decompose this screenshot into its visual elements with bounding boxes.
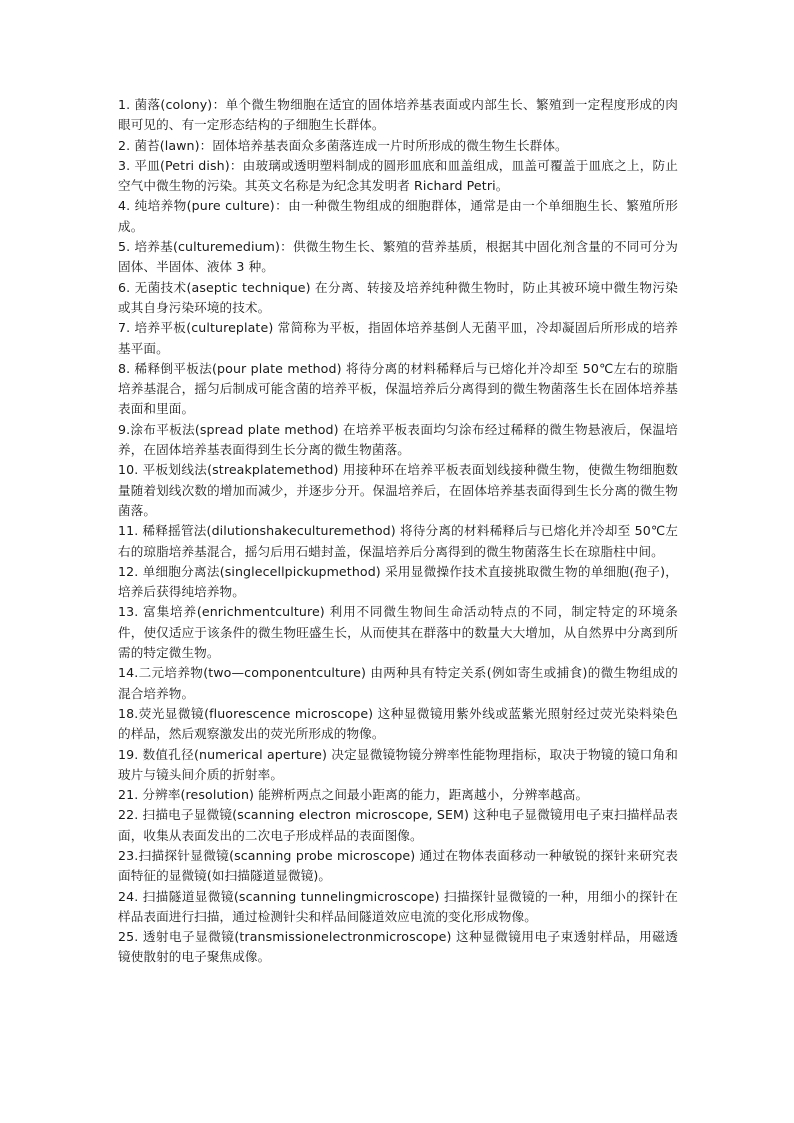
glossary-entry-19: 19. 数值孔径(numerical aperture) 决定显微镜物镜分辨率性能物理指标，取决于物镜的镜口角和玻片与镜头间介质的折射率。 <box>118 746 678 782</box>
glossary-entry-12: 12. 单细胞分离法(singlecellpickupmethod) 采用显微操作技术直接挑取微生物的单细胞(孢子)，培养后获得纯培养物。 <box>118 563 678 600</box>
glossary-entry-10: 10. 平板划线法(streakplatemethod) 用接种环在培养平板表面划线接种微生物，使微生物细胞数量随着划线次数的增加而减少，并逐步分开。保温培养后，在固体培养基表面得到生长分离的微生物菌落。 <box>118 462 678 518</box>
glossary-entry-7: 7. 培养平板(cultureplate) 常简称为平板，指固体培养基倒人无菌平皿，冷却凝固后所形成的培养基平面。 <box>118 320 678 356</box>
glossary-entry-18: 18.荧光显微镜(fluorescence microscope) 这种显微镜用紫外线或蓝紫光照射经过荧光染料染色的样品，然后观察激发出的荧光所形成的物像。 <box>118 705 678 742</box>
glossary-entry-3: 3. 平皿(Petri dish)：由玻璃或透明塑料制成的圆形皿底和皿盖组成，皿盖可覆盖于皿底之上，防止空气中微生物的污染。其英文名称是为纪念其发明者 Richard Petri。 <box>118 157 678 194</box>
glossary-entry-2: 2. 菌苔(lawn)：固体培养基表面众多菌落连成一片时所形成的微生物生长群体。 <box>118 137 568 153</box>
glossary-entry-8: 8. 稀释倒平板法(pour plate method) 将待分离的材料稀释后与已熔化并冷却至 50℃左右的琼脂培养基混合，摇匀后制成可能含菌的培养平板，保温培养后分离得到的微生物菌落生长在固体培养基表面和里面。 <box>118 360 678 417</box>
glossary-entry-24: 24. 扫描隧道显微镜(scanning tunnelingmicroscope) 扫描探针显微镜的一种，用细小的探针在样品表面进行扫描，通过检测针尖和样品间隧道效应电流的变化形成物像。 <box>118 888 678 924</box>
glossary-entry-1: 1. 菌落(colony)：单个微生物细胞在适宜的固体培养基表面或内部生长、繁殖到一定程度形成的肉眼可见的、有一定形态结构的子细胞生长群体。 <box>118 97 678 133</box>
glossary-entry-23: 23.扫描探针显微镜(scanning probe microscope) 通过在物体表面移动一种敏锐的探针来研究表面特征的显微镜(如扫描隧道显微镜)。 <box>118 847 678 884</box>
glossary-entry-25: 25. 透射电子显微镜(transmissionelectronmicroscope) 这种显微镜用电子束透射样品，用磁透镜使散射的电子聚焦成像。 <box>118 929 678 965</box>
glossary-entry-21: 21. 分辨率(resolution) 能辨析两点之间最小距离的能力，距离越小，分辨率越高。 <box>118 787 589 803</box>
glossary-entry-4: 4. 纯培养物(pure culture)：由一种微生物组成的细胞群体，通常是由一个单细胞生长、繁殖所形成。 <box>118 198 678 234</box>
glossary-entry-6: 6. 无菌技术(aseptic technique) 在分离、转接及培养纯种微生物时，防止其被环境中微生物污染或其自身污染环境的技术。 <box>118 279 678 315</box>
glossary-entry-5: 5. 培养基(culturemedium)：供微生物生长、繁殖的营养基质，根据其中固化剂含量的不同可分为固体、半固体、液体 3 种。 <box>118 239 678 275</box>
glossary-entry-9: 9.涂布平板法(spread plate method) 在培养平板表面均匀涂布经过稀释的微生物悬液后，保温培养，在固体培养基表面得到生长分离的微生物菌落。 <box>118 421 678 458</box>
glossary-body <box>118 95 678 968</box>
glossary-entry-11: 11. 稀释摇管法(dilutionshakeculturemethod) 将待分离的材料稀释后与已熔化并冷却至 50℃左右的琼脂培养基混合，摇匀后用石蜡封盖，保温培养后分离得到的微生物菌落生长在琼脂柱中间。 <box>118 523 678 559</box>
glossary-entry-14: 14.二元培养物(two—componentculture) 由两种具有特定关系(例如寄生或捕食)的微生物组成的混合培养物。 <box>118 665 678 701</box>
glossary-entry-22: 22. 扫描电子显微镜(scanning electron microscope, SEM) 这种电子显微镜用电子束扫描样品表面，收集从表面发出的二次电子形成样品的表面图像。 <box>118 807 678 843</box>
glossary-entry-13: 13. 富集培养(enrichmentculture) 利用不同微生物间生命活动特点的不同，制定特定的环境条件，使仅适应于该条件的微生物旺盛生长，从而使其在群落中的数量大大增加，从自然界中分离到所需的特定微生物。 <box>118 604 678 661</box>
